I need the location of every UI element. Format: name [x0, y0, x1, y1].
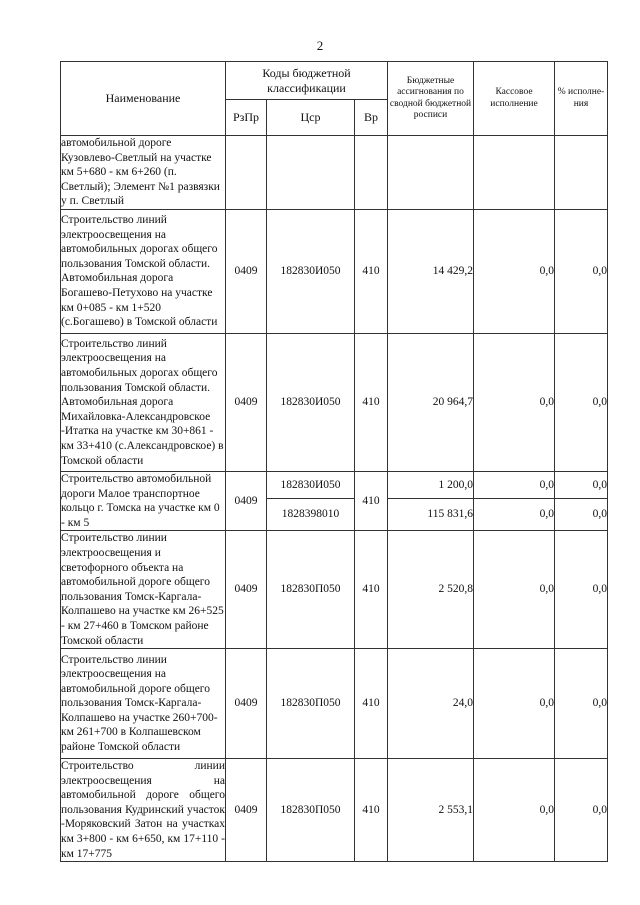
row-rzpr: 0409: [226, 759, 267, 862]
row-name: Строительство линий электроосвещения на автомобильных дорогах общего пользования Томской области. Автомобильная дорога Богашево-Петухово на участке км 0+085 - км 1+520 (с.Богашево) в Томской области: [61, 209, 226, 333]
table-row: [61, 531, 608, 649]
row-name: Строительство линии электроосвещения на автомобильной дороге общего пользования Кудринский участок -Моряковский Затон на участках км 3+800 - км 6+650, км 17+110 - км 17+775: [61, 759, 226, 862]
row-cash: [474, 136, 555, 210]
row-cash: 0,0: [474, 649, 555, 759]
row-csr: 182830И050: [267, 209, 355, 333]
row-budget: 20 964,7: [388, 333, 474, 471]
row-vr: 410: [355, 759, 388, 862]
header-budget: Бюджетные ассигнования по сводной бюджетной росписи: [388, 62, 474, 136]
table-row: [61, 136, 608, 210]
row-csr: 182830И050: [267, 333, 355, 471]
row-csr: 182830П050: [267, 531, 355, 649]
row-percent: 0,0: [555, 759, 608, 862]
row-vr: 410: [355, 333, 388, 471]
row-vr: 410: [355, 649, 388, 759]
row-name: Строительство линии электроосвещения и светофорного объекта на автомобильной дороге общего пользования Томск-Каргала-Колпашево на участке км 26+525 - км 27+460 в Томском районе Томской области: [61, 531, 226, 649]
header-cash: Кассовое исполнение: [474, 62, 555, 136]
row-name: автомобильной дороге Кузовлево-Светлый на участке км 5+680 - км 6+260 (п. Светлый); Элемент №1 развязки у п. Светлый: [61, 136, 226, 210]
table-row: [61, 471, 608, 498]
row-cash: 0,0: [474, 759, 555, 862]
row-csr: [267, 136, 355, 210]
row-cash: 0,0: [474, 471, 555, 498]
header-percent: % исполне-ния: [555, 62, 608, 136]
row-csr: 182830И050: [267, 471, 355, 498]
header-vr: Вр: [355, 100, 388, 136]
row-percent: 0,0: [555, 499, 608, 531]
table-row: [61, 759, 608, 862]
row-cash: 0,0: [474, 499, 555, 531]
row-percent: 0,0: [555, 649, 608, 759]
row-vr: 410: [355, 209, 388, 333]
row-budget: 14 429,2: [388, 209, 474, 333]
row-percent: [555, 136, 608, 210]
row-budget: 24,0: [388, 649, 474, 759]
row-rzpr: [226, 136, 267, 210]
row-rzpr: 0409: [226, 209, 267, 333]
row-name: Строительство линий электроосвещения на автомобильных дорогах общего пользования Томской области. Автомобильная дорога Михайловка-Александровское -Итатка на участке км 30+861 - км 33+410 (с.Александровское) в Томской области: [61, 333, 226, 471]
table-row: [61, 209, 608, 333]
row-cash: 0,0: [474, 531, 555, 649]
row-budget: 2 520,8: [388, 531, 474, 649]
row-csr: 182830П050: [267, 649, 355, 759]
row-vr: 410: [355, 471, 388, 530]
header-rzpr: РзПр: [226, 100, 267, 136]
row-csr: 182830П050: [267, 759, 355, 862]
row-vr: 410: [355, 531, 388, 649]
row-cash: 0,0: [474, 209, 555, 333]
row-cash: 0,0: [474, 333, 555, 471]
row-budget: 2 553,1: [388, 759, 474, 862]
row-name: Строительство линии электроосвещения на автомобильной дороге общего пользования Томск-Каргала-Колпашево на участке 260+700- км 261+700 в Колпашевском районе Томской области: [61, 649, 226, 759]
budget-execution-table: [60, 61, 608, 862]
row-rzpr: 0409: [226, 333, 267, 471]
row-name: Строительство автомобильной дороги Малое транспортное кольцо г. Томска на участке км 0 - км 5: [61, 471, 226, 530]
page-number: 2: [316, 38, 324, 53]
row-rzpr: 0409: [226, 531, 267, 649]
row-budget: 115 831,6: [388, 499, 474, 531]
header-name: Наименование: [61, 62, 226, 136]
table-row: [61, 649, 608, 759]
header-codes-group: Коды бюджетной классификации: [226, 62, 388, 100]
table-row: [61, 333, 608, 471]
row-rzpr: 0409: [226, 471, 267, 530]
row-budget: 1 200,0: [388, 471, 474, 498]
row-rzpr: 0409: [226, 649, 267, 759]
row-budget: [388, 136, 474, 210]
row-vr: [355, 136, 388, 210]
row-percent: 0,0: [555, 471, 608, 498]
header-csr: Цср: [267, 100, 355, 136]
row-csr: 1828398010: [267, 499, 355, 531]
row-percent: 0,0: [555, 333, 608, 471]
row-percent: 0,0: [555, 531, 608, 649]
row-percent: 0,0: [555, 209, 608, 333]
